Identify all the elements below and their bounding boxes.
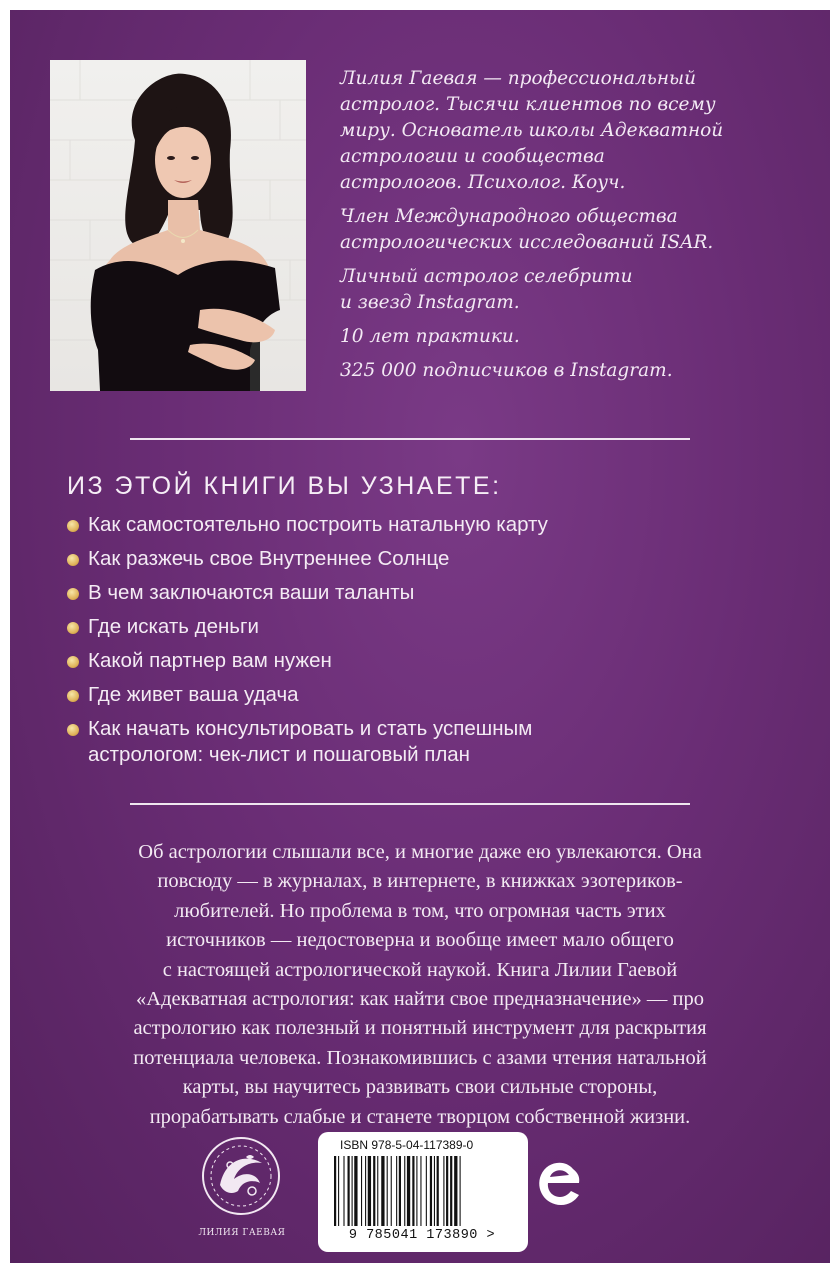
ornate-circle-logo-icon xyxy=(200,1135,282,1217)
author-bio xyxy=(340,66,780,392)
bullet-icon xyxy=(67,588,79,600)
bullet-icon xyxy=(67,724,79,736)
list-item: Как разжечь свое Внутреннее Солнце xyxy=(65,546,785,572)
bullet-icon xyxy=(67,554,79,566)
author-bio-paragraph: 10 лет практики. xyxy=(340,326,520,347)
eksmo-publisher-logo-icon xyxy=(533,1153,585,1213)
barcode-panel xyxy=(318,1132,528,1252)
author-bio-paragraph: 325 000 подписчиков в Instagram. xyxy=(340,360,673,381)
book-description: Об астрологии слышали все, и многие даже ею увлекаются. Она повсюду — в журналах, в интернете, в книжках эзотериков- любителей. Но проблема в том, что огромная часть этих источников — недостоверна и вообще имеет мало общего с настоящей астрологической наукой. Книга Лилии Гаевой «Адекватная астрология: как найти свое предназначение» — про астрологию как полезный и понятный инструмент для раскрытия потенциала человека. Познакомившись с азами чтения натальной карты, вы научитесь развивать свои сильные стороны, прорабатывать слабые и станете творцом собственной жизни. xyxy=(133,841,707,1128)
isbn-text: ISBN 978-5-04-117389-0 xyxy=(340,1138,474,1152)
barcode-icon xyxy=(332,1156,514,1228)
bullet-icon xyxy=(67,690,79,702)
barcode-digits: 9 785041 173890 > xyxy=(348,1228,496,1243)
book-back-cover xyxy=(10,10,830,1263)
list-item: Как начать консультировать и стать успешным астрологом: чек-лист и пошаговый план xyxy=(65,716,785,768)
list-item: Какой партнер вам нужен xyxy=(65,648,785,674)
learn-list xyxy=(65,512,785,776)
list-item: Где искать деньги xyxy=(65,614,785,640)
author-photo xyxy=(50,60,306,391)
author-bio-paragraph: Член Международного общества астрологических исследований ISAR. xyxy=(340,206,714,253)
list-item: Как самостоятельно построить натальную карту xyxy=(65,512,785,538)
list-item: В чем заключаются ваши таланты xyxy=(65,580,785,606)
logo-caption: ЛИЛИЯ ГАЕВАЯ xyxy=(198,1228,286,1238)
bullet-icon xyxy=(67,622,79,634)
divider-bottom xyxy=(130,803,690,805)
author-bio-paragraph: Лилия Гаевая — профессиональный астролог. Тысячи клиентов по всему миру. Основатель школы Адекватной астрологии и сообщества астрологов. Психолог. Коуч. xyxy=(340,68,724,193)
bullet-icon xyxy=(67,656,79,668)
list-item: Где живет ваша удача xyxy=(65,682,785,708)
learn-heading: ИЗ ЭТОЙ КНИГИ ВЫ УЗНАЕТЕ: xyxy=(67,472,502,500)
author-bio-paragraph: Личный астролог селебрити и звезд Instagram. xyxy=(340,266,633,313)
divider-top xyxy=(130,438,690,440)
bullet-icon xyxy=(67,520,79,532)
